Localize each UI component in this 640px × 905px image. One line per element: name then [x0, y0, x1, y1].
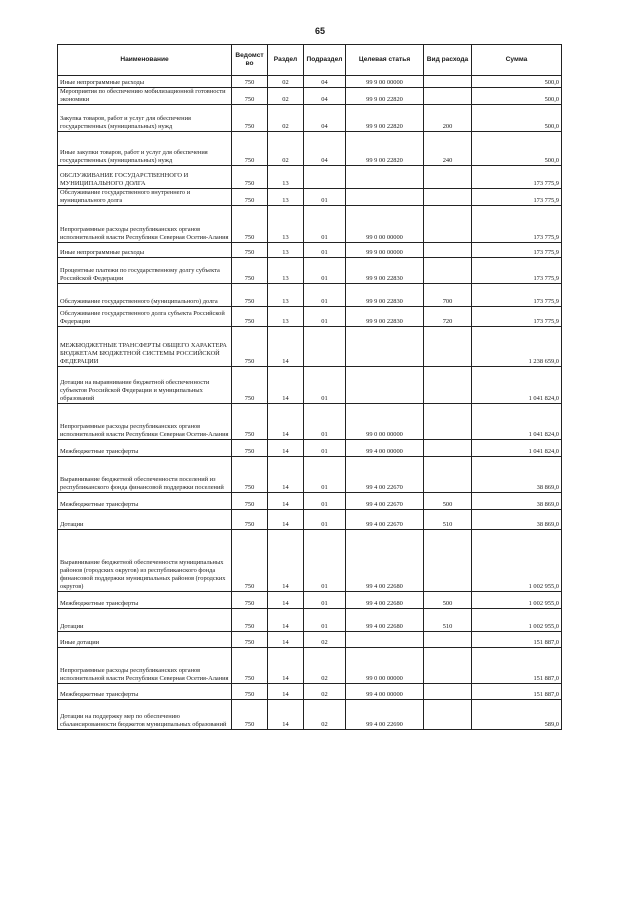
- row-subsection: 02: [304, 632, 346, 648]
- row-target-article: 99 9 00 22830: [346, 258, 424, 284]
- row-expense-type: [424, 457, 472, 493]
- row-section: 14: [268, 684, 304, 700]
- row-expense-type: [424, 684, 472, 700]
- table-row: [58, 648, 562, 684]
- row-target-article: 99 9 00 22820: [346, 88, 424, 105]
- row-expense-type: [424, 206, 472, 243]
- row-department: 750: [232, 530, 268, 592]
- row-target-article: 99 9 00 22820: [346, 132, 424, 166]
- row-section: 13: [268, 206, 304, 243]
- row-name: Дотации на выравнивание бюджетной обеспеченности субъектов Российской Федерации и муниципальных образований: [58, 367, 232, 404]
- table-row: [58, 243, 562, 258]
- table-row: [58, 206, 562, 243]
- row-name: Дотации на поддержку мер по обеспечению сбалансированности бюджетов муниципальных образований: [58, 700, 232, 730]
- row-amount: 173 775,9: [472, 258, 562, 284]
- row-subsection: 01: [304, 530, 346, 592]
- row-department: 750: [232, 510, 268, 530]
- row-expense-type: [424, 166, 472, 189]
- row-subsection: 01: [304, 307, 346, 327]
- row-expense-type: [424, 530, 472, 592]
- row-subsection: 01: [304, 367, 346, 404]
- row-name: Межбюджетные трансферты: [58, 684, 232, 700]
- row-subsection: 04: [304, 76, 346, 88]
- row-department: 750: [232, 258, 268, 284]
- row-department: 750: [232, 700, 268, 730]
- row-target-article: [346, 367, 424, 404]
- row-department: 750: [232, 284, 268, 307]
- header-subsection: Подраздел: [304, 45, 346, 76]
- row-section: 14: [268, 510, 304, 530]
- row-subsection: 02: [304, 700, 346, 730]
- row-subsection: 01: [304, 457, 346, 493]
- row-target-article: 99 4 00 22670: [346, 510, 424, 530]
- row-name: Процентные платежи по государственному долгу субъекта Российской Федерации: [58, 258, 232, 284]
- table-row: [58, 530, 562, 592]
- header-department: Ведомст во: [232, 45, 268, 76]
- table-row: [58, 132, 562, 166]
- row-target-article: 99 4 00 22680: [346, 530, 424, 592]
- row-expense-type: [424, 258, 472, 284]
- row-expense-type: 240: [424, 132, 472, 166]
- row-amount: 151 887,0: [472, 632, 562, 648]
- row-department: 750: [232, 632, 268, 648]
- row-expense-type: [424, 88, 472, 105]
- table-row: [58, 632, 562, 648]
- row-name: Межбюджетные трансферты: [58, 493, 232, 510]
- row-section: 14: [268, 592, 304, 609]
- row-name: Иные непрограммные расходы: [58, 243, 232, 258]
- row-section: 14: [268, 609, 304, 632]
- row-target-article: 99 0 00 00000: [346, 404, 424, 440]
- row-subsection: 01: [304, 243, 346, 258]
- row-subsection: 01: [304, 206, 346, 243]
- row-amount: 1 238 659,0: [472, 327, 562, 367]
- page-number: 65: [314, 26, 325, 36]
- row-target-article: 99 9 00 22830: [346, 307, 424, 327]
- table-row: [58, 367, 562, 404]
- row-target-article: 99 4 00 22670: [346, 493, 424, 510]
- row-section: 14: [268, 327, 304, 367]
- row-subsection: 01: [304, 284, 346, 307]
- row-department: 750: [232, 609, 268, 632]
- table-row: [58, 493, 562, 510]
- row-name: Закупка товаров, работ и услуг для обеспечения государственных (муниципальных) нужд: [58, 105, 232, 132]
- row-section: 02: [268, 76, 304, 88]
- row-amount: 173 775,9: [472, 206, 562, 243]
- row-amount: 589,0: [472, 700, 562, 730]
- row-target-article: 99 4 00 22670: [346, 457, 424, 493]
- row-expense-type: 700: [424, 284, 472, 307]
- row-name: Обслуживание государственного внутреннего и муниципального долга: [58, 189, 232, 206]
- row-subsection: 01: [304, 493, 346, 510]
- row-target-article: 99 9 00 00000: [346, 76, 424, 88]
- row-name: Дотации: [58, 609, 232, 632]
- row-section: 02: [268, 88, 304, 105]
- row-subsection: 01: [304, 258, 346, 284]
- row-expense-type: [424, 327, 472, 367]
- row-expense-type: [424, 440, 472, 457]
- header-section: Раздел: [268, 45, 304, 76]
- row-amount: 1 041 824,0: [472, 404, 562, 440]
- row-section: 14: [268, 440, 304, 457]
- row-department: 750: [232, 105, 268, 132]
- row-name: Иные непрограммные расходы: [58, 76, 232, 88]
- row-amount: 1 041 824,0: [472, 440, 562, 457]
- row-subsection: 02: [304, 648, 346, 684]
- row-subsection: 01: [304, 404, 346, 440]
- row-target-article: 99 0 00 00000: [346, 648, 424, 684]
- row-department: 750: [232, 493, 268, 510]
- table-row: [58, 457, 562, 493]
- row-target-article: 99 0 00 00000: [346, 206, 424, 243]
- table-row: [58, 684, 562, 700]
- row-expense-type: 200: [424, 105, 472, 132]
- row-expense-type: [424, 189, 472, 206]
- row-amount: 1 002 955,0: [472, 609, 562, 632]
- row-name: Выравнивание бюджетной обеспеченности поселений из республиканского фонда финансовой поддержки поселений: [58, 457, 232, 493]
- row-subsection: 01: [304, 592, 346, 609]
- row-section: 02: [268, 132, 304, 166]
- row-target-article: 99 4 00 22680: [346, 609, 424, 632]
- row-amount: 173 775,9: [472, 284, 562, 307]
- row-amount: 151 887,0: [472, 648, 562, 684]
- row-target-article: 99 9 00 22820: [346, 105, 424, 132]
- table-row: [58, 88, 562, 105]
- row-amount: 500,0: [472, 132, 562, 166]
- row-section: 14: [268, 530, 304, 592]
- row-department: 750: [232, 206, 268, 243]
- table-row: [58, 609, 562, 632]
- row-expense-type: [424, 404, 472, 440]
- row-name: Обслуживание государственного (муниципального) долга: [58, 284, 232, 307]
- row-section: 02: [268, 105, 304, 132]
- table-row: [58, 440, 562, 457]
- row-amount: 1 041 824,0: [472, 367, 562, 404]
- row-target-article: 99 4 00 00000: [346, 684, 424, 700]
- row-amount: 500,0: [472, 105, 562, 132]
- row-subsection: 01: [304, 510, 346, 530]
- table-row: [58, 166, 562, 189]
- row-section: 13: [268, 189, 304, 206]
- row-expense-type: [424, 632, 472, 648]
- row-department: 750: [232, 76, 268, 88]
- row-expense-type: 500: [424, 592, 472, 609]
- header-target-article: Целевая статья: [346, 45, 424, 76]
- row-amount: 38 869,0: [472, 457, 562, 493]
- row-amount: 151 887,0: [472, 684, 562, 700]
- row-target-article: 99 4 00 22690: [346, 700, 424, 730]
- table-row: [58, 105, 562, 132]
- row-section: 14: [268, 632, 304, 648]
- table-row: [58, 258, 562, 284]
- table-row: [58, 307, 562, 327]
- row-name: Выравнивание бюджетной обеспеченности муниципальных районов (городских округов) из республиканского фонда финансовой поддержки муниципальных районов (городских округов): [58, 530, 232, 592]
- row-amount: 1 002 955,0: [472, 592, 562, 609]
- row-subsection: [304, 327, 346, 367]
- row-name: Обслуживание государственного долга субъекта Российской Федерации: [58, 307, 232, 327]
- row-department: 750: [232, 189, 268, 206]
- row-subsection: 01: [304, 440, 346, 457]
- table-row: [58, 76, 562, 88]
- row-name: Мероприятия по обеспечению мобилизационной готовности экономики: [58, 88, 232, 105]
- row-amount: 38 869,0: [472, 510, 562, 530]
- row-expense-type: [424, 648, 472, 684]
- row-section: 14: [268, 648, 304, 684]
- row-amount: 173 775,9: [472, 189, 562, 206]
- row-name: Иные дотации: [58, 632, 232, 648]
- row-target-article: 99 4 00 00000: [346, 440, 424, 457]
- row-department: 750: [232, 592, 268, 609]
- table-row: [58, 284, 562, 307]
- row-section: 13: [268, 307, 304, 327]
- row-name: Непрограммные расходы республиканских органов исполнительной власти Республики Северная Осетия-Алания: [58, 206, 232, 243]
- row-expense-type: [424, 243, 472, 258]
- table-row: [58, 700, 562, 730]
- row-department: 750: [232, 440, 268, 457]
- row-target-article: 99 9 00 00000: [346, 243, 424, 258]
- row-amount: 1 002 955,0: [472, 530, 562, 592]
- row-name: Межбюджетные трансферты: [58, 592, 232, 609]
- table-row: [58, 510, 562, 530]
- header-amount: Сумма: [472, 45, 562, 76]
- row-target-article: 99 4 00 22680: [346, 592, 424, 609]
- header-expense-type: Вид расхода: [424, 45, 472, 76]
- row-section: 14: [268, 367, 304, 404]
- row-amount: 500,0: [472, 76, 562, 88]
- row-department: 750: [232, 88, 268, 105]
- row-expense-type: 510: [424, 510, 472, 530]
- row-department: 750: [232, 327, 268, 367]
- row-target-article: [346, 327, 424, 367]
- row-target-article: [346, 189, 424, 206]
- row-expense-type: [424, 367, 472, 404]
- row-department: 750: [232, 307, 268, 327]
- row-department: 750: [232, 404, 268, 440]
- row-name: МЕЖБЮДЖЕТНЫЕ ТРАНСФЕРТЫ ОБЩЕГО ХАРАКТЕРА БЮДЖЕТАМ БЮДЖЕТНОЙ СИСТЕМЫ РОССИЙСКОЙ ФЕДЕРАЦИИ: [58, 327, 232, 367]
- row-department: 750: [232, 684, 268, 700]
- row-department: 750: [232, 367, 268, 404]
- row-department: 750: [232, 243, 268, 258]
- row-subsection: [304, 166, 346, 189]
- row-section: 13: [268, 258, 304, 284]
- row-expense-type: [424, 76, 472, 88]
- row-section: 13: [268, 166, 304, 189]
- row-name: Непрограммные расходы республиканских органов исполнительной власти Республики Северная Осетия-Алания: [58, 404, 232, 440]
- row-department: 750: [232, 457, 268, 493]
- table-row: [58, 189, 562, 206]
- row-name: ОБСЛУЖИВАНИЕ ГОСУДАРСТВЕННОГО И МУНИЦИПАЛЬНОГО ДОЛГА: [58, 166, 232, 189]
- header-name: Наименование: [58, 45, 232, 76]
- table-header-row: [58, 45, 562, 76]
- row-subsection: 04: [304, 88, 346, 105]
- row-section: 13: [268, 284, 304, 307]
- row-section: 14: [268, 493, 304, 510]
- row-amount: 173 775,9: [472, 243, 562, 258]
- row-subsection: 04: [304, 132, 346, 166]
- row-target-article: [346, 632, 424, 648]
- row-target-article: [346, 166, 424, 189]
- row-department: 750: [232, 132, 268, 166]
- row-expense-type: 500: [424, 493, 472, 510]
- row-section: 14: [268, 404, 304, 440]
- row-expense-type: 510: [424, 609, 472, 632]
- table-row: [58, 327, 562, 367]
- row-amount: 173 775,9: [472, 166, 562, 189]
- row-name: Межбюджетные трансферты: [58, 440, 232, 457]
- row-section: 14: [268, 700, 304, 730]
- row-name: Дотации: [58, 510, 232, 530]
- row-name: Непрограммные расходы республиканских органов исполнительной власти Республики Северная Осетия-Алания: [58, 648, 232, 684]
- row-department: 750: [232, 648, 268, 684]
- row-expense-type: 720: [424, 307, 472, 327]
- row-section: 13: [268, 243, 304, 258]
- budget-table: [57, 44, 562, 730]
- row-amount: 38 869,0: [472, 493, 562, 510]
- row-subsection: 04: [304, 105, 346, 132]
- table-row: [58, 404, 562, 440]
- row-subsection: 01: [304, 189, 346, 206]
- row-expense-type: [424, 700, 472, 730]
- row-subsection: 01: [304, 609, 346, 632]
- row-section: 14: [268, 457, 304, 493]
- row-subsection: 02: [304, 684, 346, 700]
- row-department: 750: [232, 166, 268, 189]
- table-row: [58, 592, 562, 609]
- row-amount: 500,0: [472, 88, 562, 105]
- row-target-article: 99 9 00 22830: [346, 284, 424, 307]
- row-name: Иные закупки товаров, работ и услуг для обеспечения государственных (муниципальных) нужд: [58, 132, 232, 166]
- row-amount: 173 775,9: [472, 307, 562, 327]
